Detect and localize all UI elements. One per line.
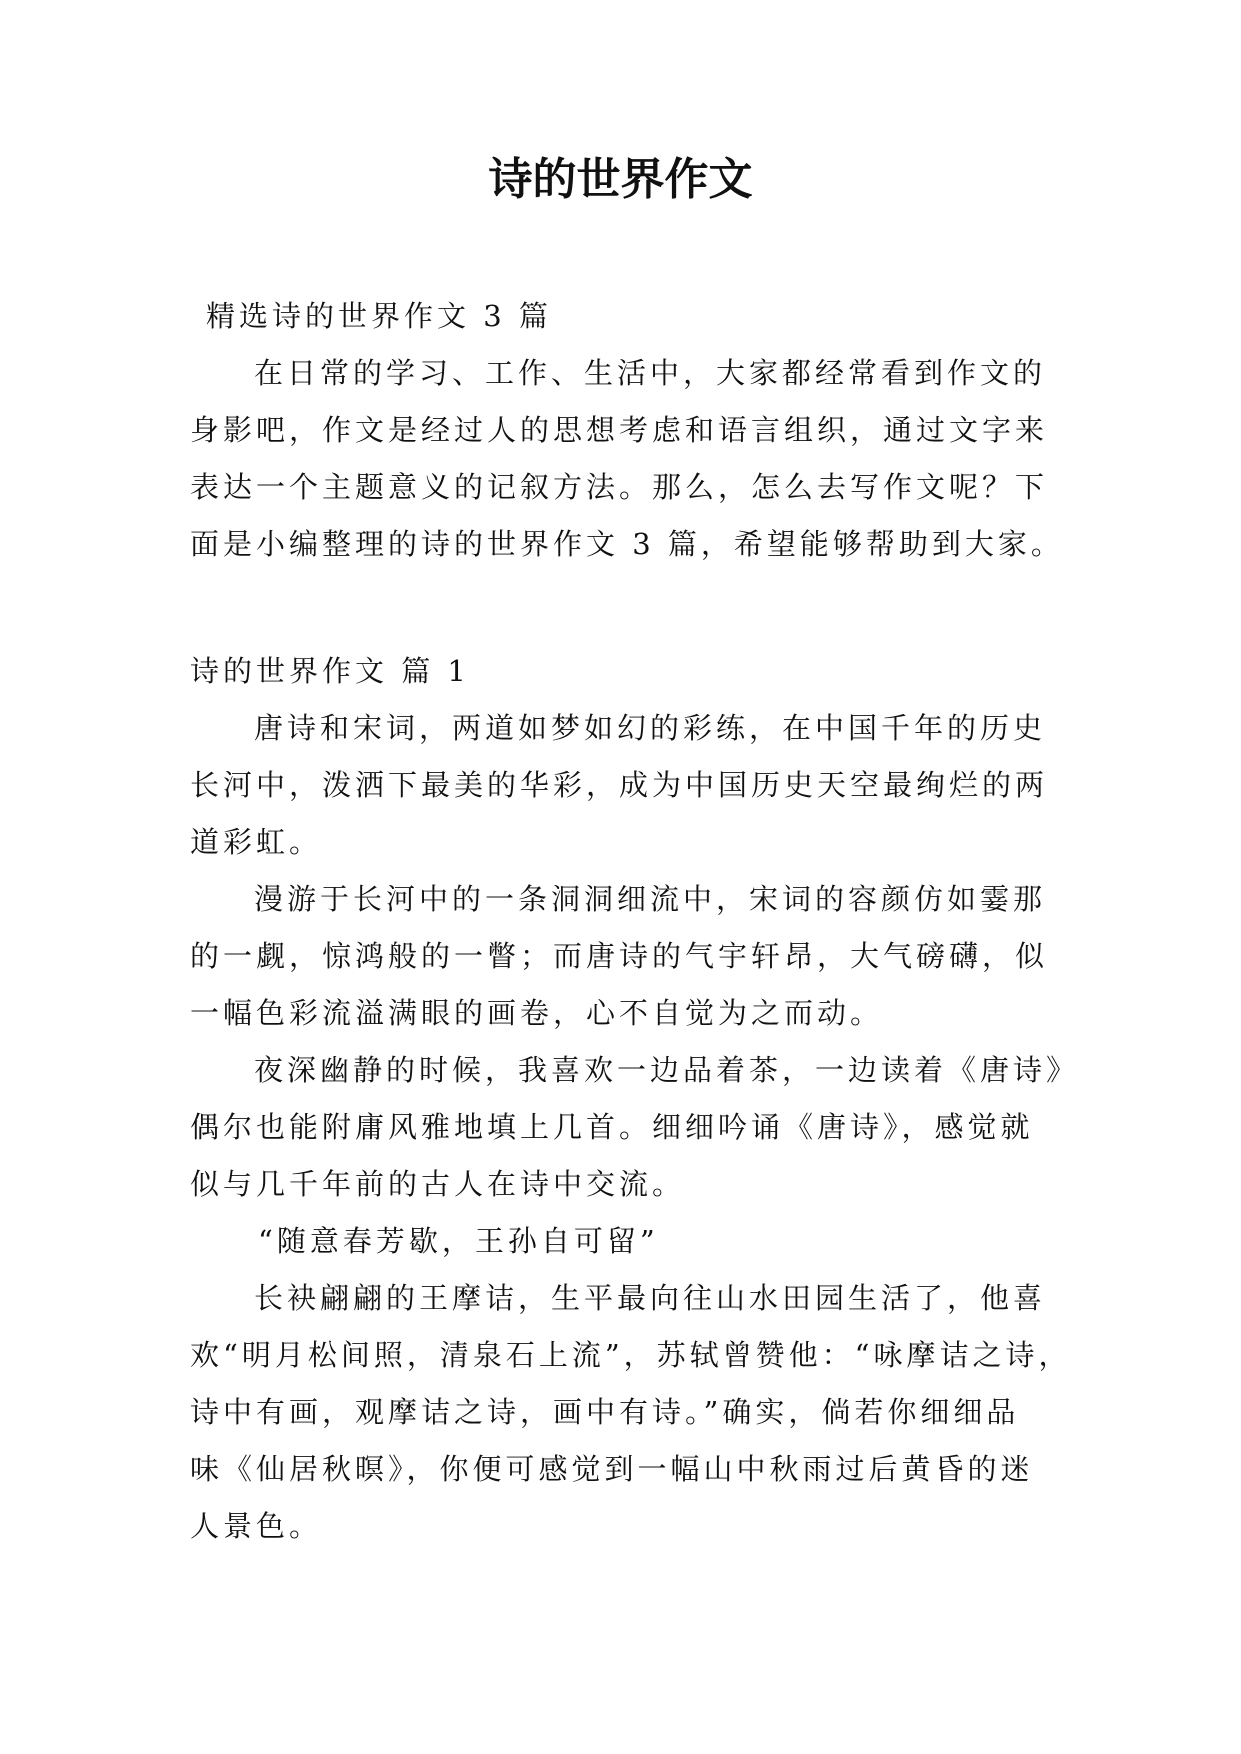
poem-quote	[190, 1213, 1070, 1270]
poem-quote-line: “随意春芳歇，王孙自可留”	[258, 1224, 659, 1258]
paragraph-line: 似与几千年前的古人在诗中交流。	[190, 1167, 686, 1201]
paragraph-line: 味《仙居秋暝》，你便可感觉到一幅山中秋雨过后黄昏的迷	[190, 1452, 1034, 1486]
paragraph-line: 偶尔也能附庸风雅地填上几首。细细吟诵《唐诗》，感觉就	[190, 1110, 1034, 1144]
paragraph-line: 漫游于长河中的一条洞洞细流中，宋词的容颜仿如霎那	[254, 882, 1047, 916]
paragraph-line: 长袂翩翩的王摩诘，生平最向往山水田园生活了，他喜	[254, 1281, 1047, 1315]
intro-line: 表达一个主题意义的记叙方法。那么，怎么去写作文呢？下	[190, 470, 1049, 504]
paragraph-line: 的一觑，惊鸿般的一瞥；而唐诗的气宇轩昂，大气磅礴，似	[190, 939, 1049, 973]
paragraph-line: 诗中有画，观摩诘之诗，画中有诗。”确实，倘若你细细品	[190, 1395, 1020, 1429]
document-title: 诗的世界作文	[488, 154, 753, 205]
paragraph-line: 欢“明月松间照，清泉石上流”，苏轼曾赞他：“咏摩诘之诗，	[190, 1338, 1072, 1372]
document-subtitle: 精选诗的世界作文 3 篇	[206, 299, 552, 333]
paragraph	[190, 1042, 1080, 1213]
intro-line: 在日常的学习、工作、生活中，大家都经常看到作文的	[254, 356, 1047, 390]
paragraph	[190, 871, 1070, 1042]
paragraph-line: 夜深幽静的时候，我喜欢一边品着茶，一边读着《唐诗》	[254, 1053, 1080, 1087]
intro-line: 面是小编整理的诗的世界作文 3 篇，希望能够帮助到大家。	[190, 527, 1064, 561]
paragraph	[190, 1270, 1070, 1555]
intro-line: 身影吧，作文是经过人的思想考虑和语言组织，通过文字来	[190, 413, 1049, 447]
paragraph-line: 一幅色彩流溢满眼的画卷，心不自觉为之而动。	[190, 996, 884, 1030]
section-spacer	[190, 573, 1070, 643]
document-body	[190, 288, 1080, 1555]
paragraph-line: 道彩虹。	[190, 825, 323, 859]
paragraph-line: 长河中，泼洒下最美的华彩，成为中国历史天空最绚烂的两	[190, 768, 1049, 802]
intro-paragraph	[190, 345, 1070, 573]
section-heading: 诗的世界作文 篇 1	[190, 654, 470, 688]
paragraph-line: 唐诗和宋词，两道如梦如幻的彩练，在中国千年的历史	[254, 711, 1047, 745]
paragraph-line: 人景色。	[190, 1509, 323, 1543]
paragraph	[190, 700, 1070, 871]
